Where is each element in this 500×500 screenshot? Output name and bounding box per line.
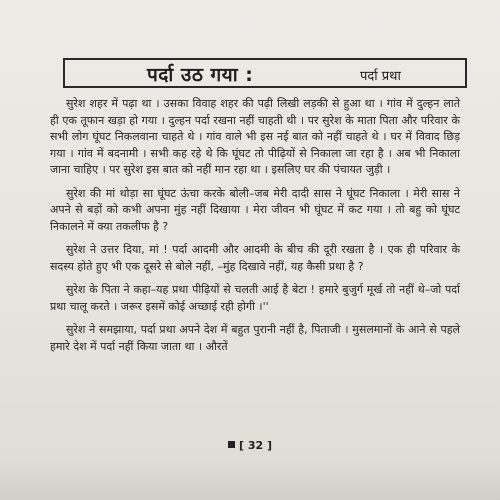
paragraph-1: सुरेश शहर में पढ़ा था । उसका विवाह शहर की पढ़ी लिखी लड़की से हुआ था । गांव में दुल्हन लाते ही एक तूफान खड़ा हो गया । दुल्हन पर्दा रखना नहीं चाहती थी । पर सुरेश के माता पिता और परिवार के सभी लोग घूंघट निकलवाना चाहते थे । गांव वाले भी इस नई बात को नहीं चाहते थे । घर में विवाद छिड़ गया । गांव में बदनामी । सभी कह रहे थे कि घूंघट तो पीढ़ियों से निकाला जा रहा है । अब भी निकाला जाना चाहिए । पर सुरेश इस बात को नहीं मान रहा था । इसलिए घर की पंचायत जुड़ी । [50, 97, 460, 176]
paragraph-4: सुरेश के पिता ने कहा–यह प्रथा पीढ़ियों से चलती आई है बेटा ! हमारे बुजुर्ग मूर्ख तो नहीं थे–जो पर्दा प्रथा चालू करते । जरूर इसमें कोई अच्छाई रही होगी ।'' [50, 283, 460, 313]
square-bullet-icon [228, 441, 235, 448]
chapter-title-box [63, 58, 467, 88]
chapter-subtitle: पर्दा प्रथा [360, 69, 401, 84]
paragraph-5: सुरेश ने समझाया, पर्दा प्रथा अपने देश में बहुत पुरानी नहीं है, पिताजी । मुसलमानों के आने से पहले हमारे देश में पर्दा नहीं किया जाता था । औरतें [50, 323, 460, 353]
paragraph-2: सुरेश की मां थोड़ा सा घूंघट ऊंचा करके बोली–जब मेरी दादी सास ने घूंघट निकाला । मेरी सास ने अपने से बड़ों को कभी अपना मुंह नहीं दिखाया । मेरा जीवन भी घूंघट में कट गया । तो बहु को घूंघट निकालने में क्या तकलीफ है ? [50, 186, 460, 233]
chapter-title: पर्दा उठ गया : [147, 64, 254, 86]
paragraph-3: सुरेश ने उत्तर दिया, मां ! पर्दा आदमी और आदमी के बीच की दूरी रखता है । एक ही परिवार के सदस्य होते हुए भी एक दूसरे से बोले नहीं, –मुंह दिखावे नहीं, यह कैसी प्रथा है ? [50, 243, 460, 273]
page-number: [ 32 ] [238, 439, 273, 452]
page-shadow [0, 460, 500, 500]
page-footer [0, 439, 500, 452]
body-text [50, 96, 460, 362]
